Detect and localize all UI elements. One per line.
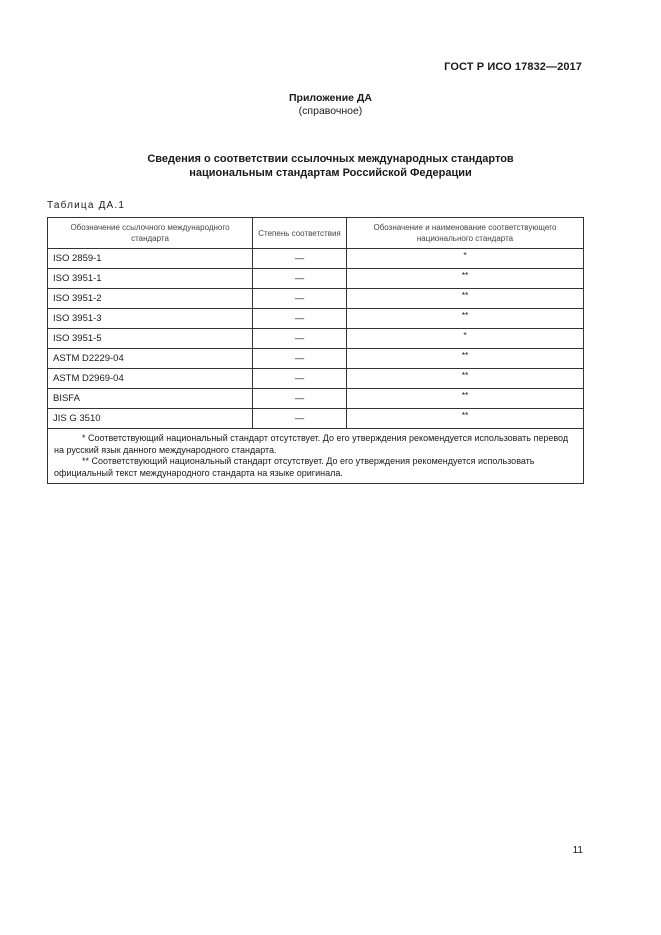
correspondence-table — [47, 217, 584, 484]
cell-degree: — — [253, 349, 347, 369]
annex-title: Приложение ДА — [289, 92, 372, 104]
cell-std: ASTM D2969-04 — [48, 369, 253, 389]
cell-national: ** — [347, 369, 584, 389]
table-caption: Таблица ДА.1 — [47, 200, 126, 211]
cell-std: BISFA — [48, 389, 253, 409]
table-header-row — [48, 218, 584, 249]
column-header-degree: Степень соответствия — [253, 218, 347, 249]
document-code: ГОСТ Р ИСО 17832—2017 — [444, 61, 582, 73]
cell-std: ISO 3951-1 — [48, 269, 253, 289]
cell-degree: — — [253, 289, 347, 309]
table-notes — [48, 429, 584, 484]
table-row — [48, 409, 584, 429]
cell-national: * — [347, 329, 584, 349]
cell-degree: — — [253, 409, 347, 429]
table-row — [48, 389, 584, 409]
cell-degree: — — [253, 329, 347, 349]
section-heading-line-2: национальным стандартам Российской Федерации — [189, 167, 472, 179]
table-row — [48, 329, 584, 349]
cell-national: ** — [347, 409, 584, 429]
table-row — [48, 249, 584, 269]
section-heading-line-1: Сведения о соответствии ссылочных международных стандартов — [147, 153, 514, 165]
cell-std: ASTM D2229-04 — [48, 349, 253, 369]
table-note-2: ** Соответствующий национальный стандарт отсутствует. До его утверждения рекомендуется использовать официальный текст международного стандарта на языке оригинала. — [54, 456, 535, 478]
cell-std: ISO 3951-5 — [48, 329, 253, 349]
table-row — [48, 349, 584, 369]
table-note-1: * Соответствующий национальный стандарт отсутствует. До его утверждения рекомендуется использовать перевод на русский язык данного международного стандарта. — [54, 433, 569, 455]
cell-national: ** — [347, 349, 584, 369]
cell-national: ** — [347, 309, 584, 329]
annex-subtitle: (справочное) — [298, 105, 363, 117]
cell-degree: — — [253, 249, 347, 269]
table-row — [48, 269, 584, 289]
table-row — [48, 369, 584, 389]
table-row — [48, 289, 584, 309]
section-heading — [0, 152, 661, 180]
column-header-national: Обозначение и наименование соответствующего национального стандарта — [347, 218, 584, 249]
cell-degree: — — [253, 389, 347, 409]
cell-std: ISO 2859-1 — [48, 249, 253, 269]
cell-degree: — — [253, 309, 347, 329]
cell-std: ISO 3951-2 — [48, 289, 253, 309]
table-row — [48, 309, 584, 329]
column-header-std: Обозначение ссылочного международного стандарта — [48, 218, 253, 249]
cell-national: ** — [347, 389, 584, 409]
page-number: 11 — [572, 845, 583, 856]
cell-national: * — [347, 249, 584, 269]
table-notes-row — [48, 429, 584, 484]
cell-national: ** — [347, 269, 584, 289]
cell-std: JIS G 3510 — [48, 409, 253, 429]
cell-degree: — — [253, 269, 347, 289]
cell-national: ** — [347, 289, 584, 309]
cell-std: ISO 3951-3 — [48, 309, 253, 329]
cell-degree: — — [253, 369, 347, 389]
annex-block — [0, 92, 661, 118]
